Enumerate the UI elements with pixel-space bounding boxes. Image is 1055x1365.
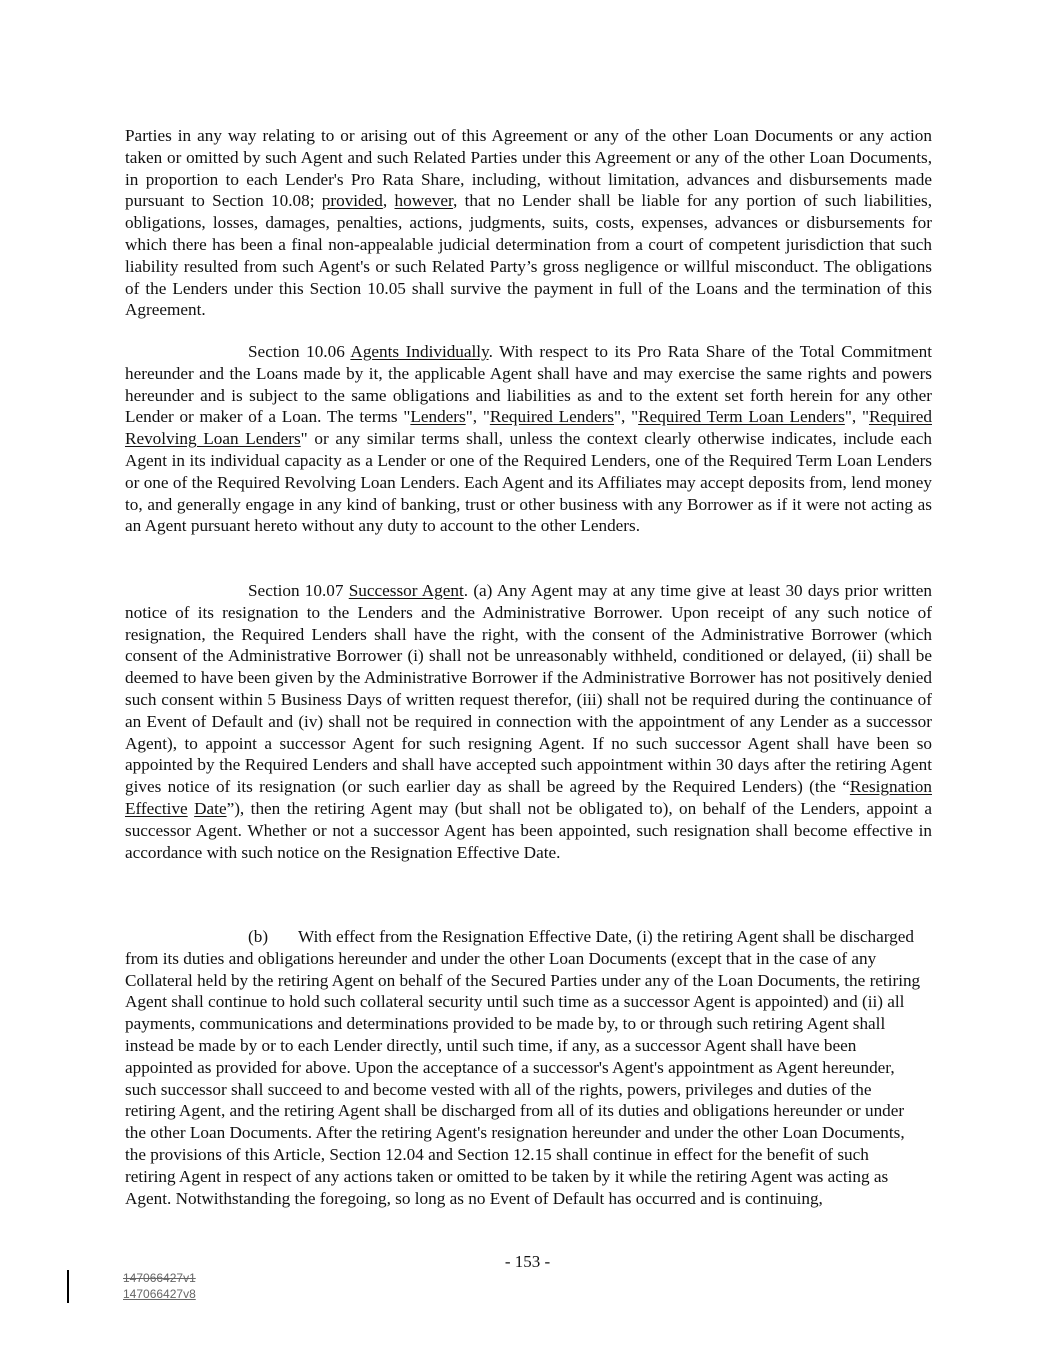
clause-label: (b) xyxy=(248,927,269,946)
paragraph-section-10-06: Section 10.06 Agents Individually. With respect to its Pro Rata Share of the Total Commitment hereunder and the Loans made by it, the applicable Agent shall have and may exercise the same rights and powers hereunder and is subject to the same obligations and liabilities as and to the extent set forth herein for any other Lender or maker of a Loan. The terms "Lenders", "Required Lenders", "Required Term Loan Lenders", "Required Revolving Loan Lenders" or any similar terms shall, unless the context clearly otherwise indicates, include each Agent in its individual capacity as a Lender or one of the Required Lenders, one of the Required Term Loan Lenders or one of the Required Revolving Loan Lenders. Each Agent and its Affiliates may accept deposits from, lend money to, and generally engage in any kind of banking, trust or other business with any Borrower as if it were not acting as an Agent pursuant hereto without any duty to account to the other Lenders. xyxy=(125,342,932,536)
section-heading: Agents Individually xyxy=(350,342,489,361)
page-number: - 153 - xyxy=(504,1252,551,1271)
defined-term: Resignation Effective xyxy=(125,777,932,818)
doc-id-deleted: 147066427v1 xyxy=(123,1271,196,1285)
paragraph-section-10-07: Section 10.07 Successor Agent. (a) Any Agent may at any time give at least 30 days prior written notice of its resignation to the Lenders and the Administrative Borrower. Upon receipt of any such notice of resignation, the Required Lenders shall have the right, with the consent of the Administrative Borrower (which consent of the Administrative Borrower (i) shall not be unreasonably withheld, conditioned or delayed, (ii) shall be deemed to have been given by the Administrative Borrower if the Administrative Borrower has not positively denied such consent within 5 Business Days of written request therefor, (iii) shall not be required during the continuance of an Event of Default and (iv) shall not be required in connection with the appointment of any Lender as a successor Agent), to appoint a successor Agent for such resigning Agent. If no such successor Agent shall have been so appointed by the Required Lenders and shall have accepted such appointment within 30 days after the retiring Agent gives notice of its resignation (or such earlier day as shall be agreed by the Required Lenders) (the “Resignation Effective Date”), then the retiring Agent may (but shall not be obligated to), on behalf of the Lenders, appoint a successor Agent. Whether or not a successor Agent has been appointed, such resignation shall become effective in accordance with such notice on the Resignation Effective Date. xyxy=(125,581,933,862)
defined-term: Required Revolving Loan Lenders xyxy=(125,407,932,449)
paragraph-indemnification-continued: Parties in any way relating to or arising out of this Agreement or any of the other Loan Documents or any action taken or omitted by such Agent and such Related Parties under this Agreement or any of the other Loan Documents, in proportion to each Lender's Pro Rata Share, including, without limitation, advances and disbursements made pursuant to Section 10.08; provided, however, that no Lender shall be liable for any portion of such liabilities, obligations, losses, damages, penalties, actions, judgments, suits, costs, expenses, advances or disbursements for which there has been a final non-appealable judicial determination from a court of competent jurisdiction that such liability resulted from such Agent's or such Related Party’s gross negligence or willful misconduct. The obligations of the Lenders under this Section 10.05 shall survive the payment in full of the Loans and the termination of this Agreement. xyxy=(125,126,933,320)
section-number: Section 10.07 xyxy=(248,581,349,600)
term-however: however xyxy=(394,191,453,211)
defined-term: Date xyxy=(194,798,227,818)
revision-change-bar xyxy=(67,1270,69,1303)
section-heading: Successor Agent xyxy=(348,581,464,600)
section-number: Section 10.06 xyxy=(248,342,351,361)
paragraph-section-10-07-b: (b) With effect from the Resignation Effective Date, (i) the retiring Agent shall be discharged from its duties and obligations hereunder and under the other Loan Documents (except that in the case of any Collateral held by the retiring Agent on behalf of the Secured Parties under any of the Loan Documents, the retiring Agent shall continue to hold such collateral security until such time as a successor Agent is appointed) and (ii) all payments, communications and determinations provided to be made by, to or through such retiring Agent shall instead be made by or to each Lender directly, until such time, if any, as a successor Agent shall have been appointed as provided for above. Upon the acceptance of a successor's Agent's appointment as Agent hereunder, such successor shall succeed to and become vested with all of the rights, powers, privileges and duties of the retiring Agent, and the retiring Agent shall be discharged from all of its duties and obligations hereunder or under the other Loan Documents. After the retiring Agent's resignation hereunder and under the other Loan Documents, the provisions of this Article, Section 12.04 and Section 12.15 shall continue in effect for the benefit of such retiring Agent in respect of any actions taken or omitted to be taken by it while the retiring Agent was acting as Agent. Notwithstanding the foregoing, so long as no Event of Default has occurred and is continuing, xyxy=(125,927,921,1208)
term-provided: provided xyxy=(321,191,383,211)
defined-term: Required Term Loan Lenders xyxy=(638,407,845,427)
defined-term: Lenders xyxy=(410,407,466,427)
doc-id-inserted: 147066427v8 xyxy=(123,1287,196,1301)
defined-term: Required Lenders xyxy=(489,407,614,427)
